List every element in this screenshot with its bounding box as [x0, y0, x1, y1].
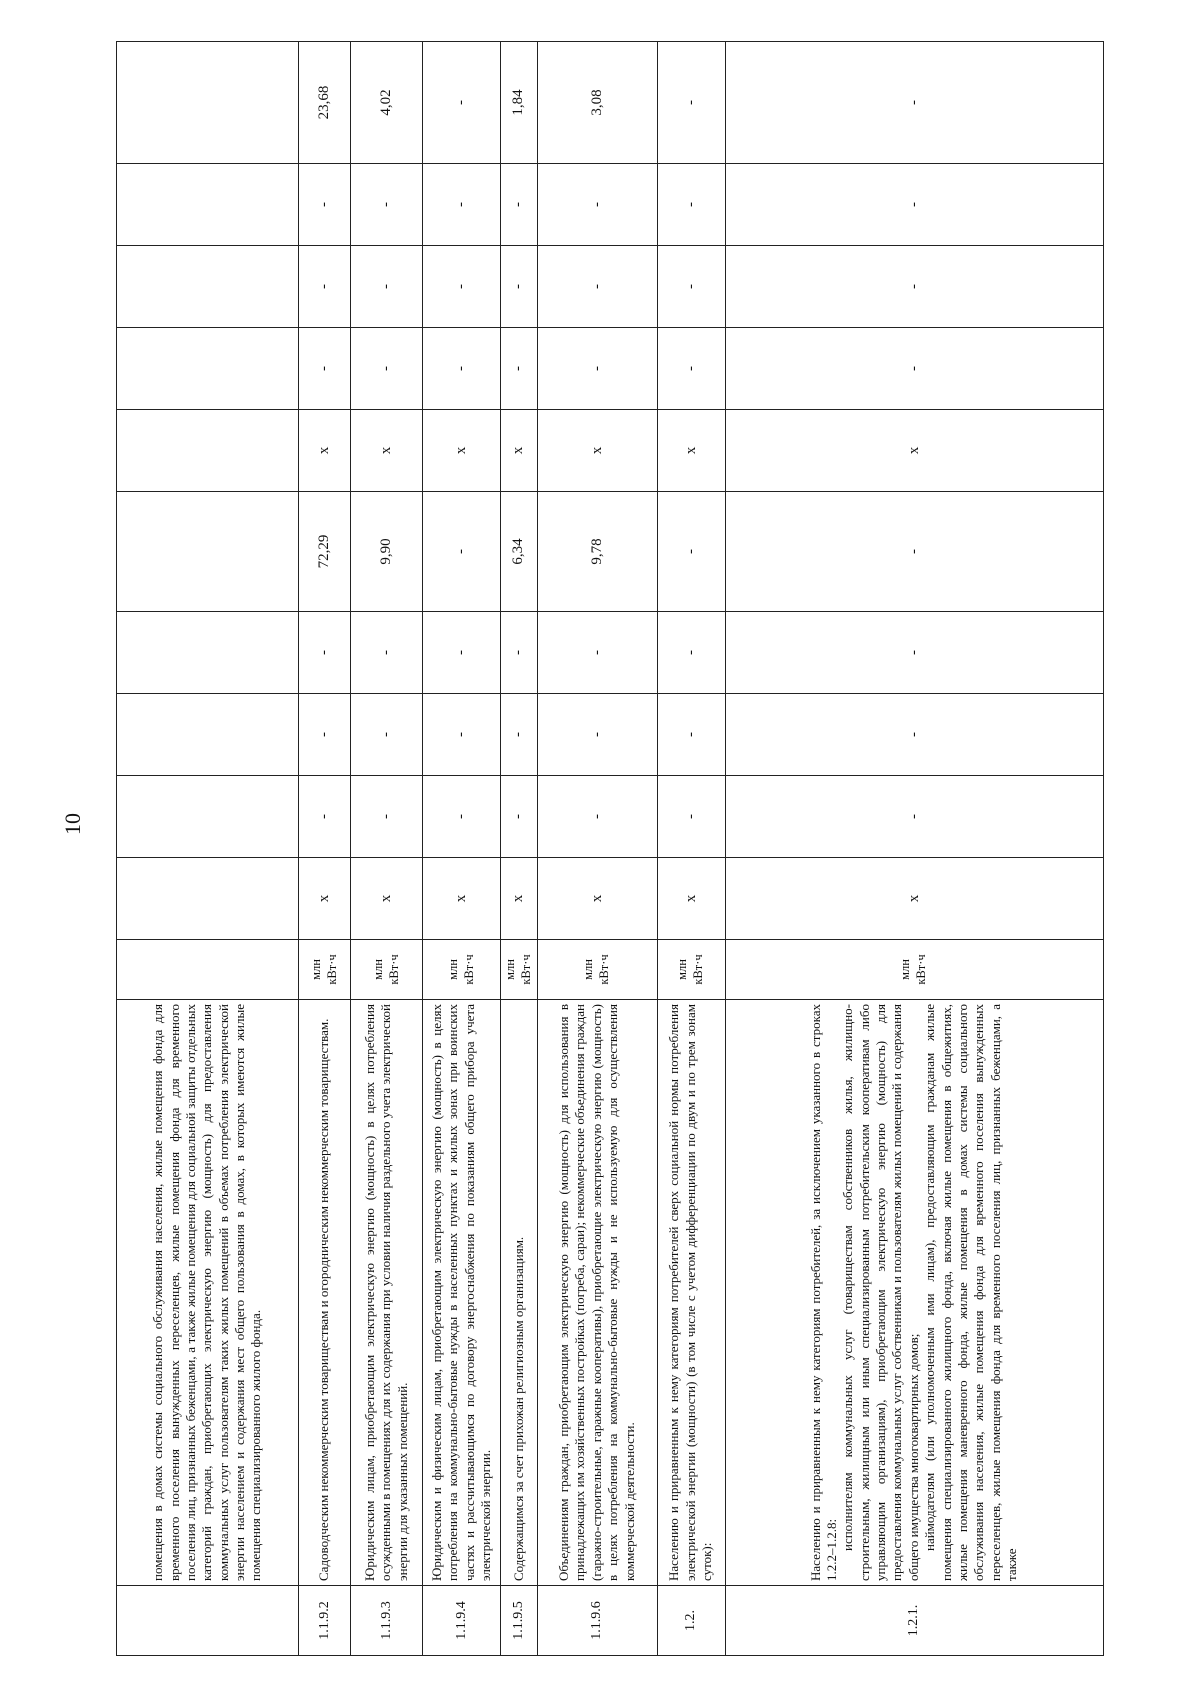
value-cell: [117, 612, 299, 694]
value-cell: -: [725, 42, 1103, 164]
value-cell: 9,90: [351, 492, 423, 612]
value-cell: -: [299, 612, 351, 694]
row-unit: млн кВт·ч: [423, 940, 501, 1000]
table-row: [501, 42, 538, 1656]
value-cell: 6,34: [501, 492, 538, 612]
value-cell: -: [537, 612, 657, 694]
tariff-table-rotated: [116, 42, 1100, 1656]
table-row: [423, 42, 501, 1656]
value-cell: -: [537, 246, 657, 328]
description-paragraph: исполнителям коммунальных услуг (товариществам собственников жилья, жилищно-строительным, жилищным или иным специализированным потребительским кооперативам либо управляющим организациям), приобретающим электрическую энергию (мощность) для предоставления коммунальных услуг собственникам и пользователям жилых помещений и содержания общего имущества многоквартирных домов;: [840, 1004, 921, 1581]
value-cell: -: [351, 694, 423, 776]
value-cell: -: [423, 492, 501, 612]
table-row: [725, 42, 1103, 1656]
value-cell: -: [725, 776, 1103, 858]
value-cell: 1,84: [501, 42, 538, 164]
value-cell: 9,78: [537, 492, 657, 612]
row-unit: млн кВт·ч: [299, 940, 351, 1000]
value-cell: 23,68: [299, 42, 351, 164]
value-cell: -: [501, 164, 538, 246]
table-row: [351, 42, 423, 1656]
value-cell: -: [657, 776, 725, 858]
value-cell: -: [351, 246, 423, 328]
tariff-table: [116, 41, 1104, 1656]
value-cell: -: [423, 776, 501, 858]
row-description: [725, 1000, 1103, 1586]
table-row: [117, 42, 299, 1656]
row-number: 1.1.9.5: [501, 1586, 538, 1656]
table-row: [537, 42, 657, 1656]
row-description: [537, 1000, 657, 1586]
row-unit: [117, 940, 299, 1000]
value-cell: x: [501, 858, 538, 940]
value-cell: -: [725, 612, 1103, 694]
row-number: 1.1.9.3: [351, 1586, 423, 1656]
value-cell: -: [299, 328, 351, 410]
description-paragraph: Садоводческим некоммерческим товариществам и огородническим некоммерческим товариществам.: [316, 1018, 332, 1581]
value-cell: -: [423, 694, 501, 776]
value-cell: -: [351, 164, 423, 246]
table-row: [299, 42, 351, 1656]
value-cell: x: [299, 858, 351, 940]
row-unit: млн кВт·ч: [501, 940, 538, 1000]
value-cell: [117, 42, 299, 164]
value-cell: [117, 246, 299, 328]
value-cell: x: [423, 858, 501, 940]
value-cell: x: [423, 410, 501, 492]
row-unit: млн кВт·ч: [725, 940, 1103, 1000]
value-cell: [117, 694, 299, 776]
value-cell: [117, 492, 299, 612]
table-row: [657, 42, 725, 1656]
description-paragraph: Населению и приравненным к нему категориям потребителей, за исключением указанного в строках 1.2.2–1.2.8:: [807, 1004, 839, 1581]
value-cell: -: [501, 694, 538, 776]
value-cell: -: [537, 328, 657, 410]
page-number: 10: [60, 813, 85, 835]
row-description: [423, 1000, 501, 1586]
value-cell: -: [537, 776, 657, 858]
value-cell: -: [725, 246, 1103, 328]
row-number: 1.2.1.: [725, 1586, 1103, 1656]
value-cell: 72,29: [299, 492, 351, 612]
value-cell: -: [725, 328, 1103, 410]
row-number: 1.1.9.4: [423, 1586, 501, 1656]
value-cell: [117, 328, 299, 410]
row-number: 1.1.9.6: [537, 1586, 657, 1656]
value-cell: -: [423, 164, 501, 246]
value-cell: x: [725, 858, 1103, 940]
value-cell: -: [299, 694, 351, 776]
value-cell: -: [657, 164, 725, 246]
value-cell: -: [423, 246, 501, 328]
value-cell: -: [501, 246, 538, 328]
value-cell: -: [501, 328, 538, 410]
description-paragraph: Населению и приравненным к нему категориям потребителей сверх социальной нормы потребления электрической энергии (мощности) (в том числе с учетом дифференциации по двум и по трем зонам суток):: [666, 1004, 715, 1581]
description-paragraph: наймодателям (или уполномоченным ими лицам), предоставляющим гражданам жилые помещения специализированного жилищного фонда, включая жилые помещения в общежитиях, жилые помещения маневренного фонда, жилые помещения в домах системы социального обслуживания населения, жилые помещения фонда для временного поселения вынужденных переселенцев, жилые помещения фонда для временного поселения лиц, признанных беженцами, а также: [922, 1004, 1020, 1581]
value-cell: -: [725, 694, 1103, 776]
value-cell: -: [501, 612, 538, 694]
description-paragraph: Содержащимся за счет прихожан религиозным организациям.: [510, 1236, 526, 1581]
description-paragraph: Объединениям граждан, приобретающим электрическую энергию (мощность) для использования в принадлежащих им хозяйственных постройках (погреба, сараи); некоммерческие объединения граждан (гаражно-строительные, гаражные кооперативы), приобретающие электрическую энергию (мощность) в целях потребления на коммунально-бытовые нужды и не используемую для осуществления коммерческой деятельности.: [556, 1004, 637, 1581]
value-cell: -: [725, 164, 1103, 246]
row-unit: млн кВт·ч: [537, 940, 657, 1000]
row-number: 1.1.9.2: [299, 1586, 351, 1656]
value-cell: -: [423, 42, 501, 164]
value-cell: x: [657, 858, 725, 940]
value-cell: -: [657, 694, 725, 776]
value-cell: -: [299, 246, 351, 328]
row-number: [117, 1586, 299, 1656]
value-cell: -: [657, 42, 725, 164]
value-cell: -: [299, 776, 351, 858]
value-cell: -: [423, 612, 501, 694]
value-cell: -: [657, 612, 725, 694]
row-unit: млн кВт·ч: [351, 940, 423, 1000]
value-cell: -: [351, 612, 423, 694]
description-paragraph: Юридическим и физическим лицам, приобретающим электрическую энергию (мощность) в целях потребления на коммунально-бытовые нужды в населенных пунктах и жилых зонах при воинских частях и рассчитывающимся по договору энергоснабжения по показаниям общего прибора учета электрической энергии.: [428, 1004, 493, 1581]
value-cell: -: [423, 328, 501, 410]
value-cell: -: [351, 776, 423, 858]
value-cell: 3,08: [537, 42, 657, 164]
row-description: [501, 1000, 538, 1586]
value-cell: 4,02: [351, 42, 423, 164]
value-cell: x: [501, 410, 538, 492]
value-cell: [117, 410, 299, 492]
row-number: 1.2.: [657, 1586, 725, 1656]
row-description: [299, 1000, 351, 1586]
value-cell: -: [657, 246, 725, 328]
value-cell: x: [351, 410, 423, 492]
value-cell: -: [501, 776, 538, 858]
row-description: [351, 1000, 423, 1586]
value-cell: -: [657, 328, 725, 410]
value-cell: -: [299, 164, 351, 246]
value-cell: x: [537, 858, 657, 940]
description-paragraph: помещения в домах системы социального обслуживания населения, жилые помещения фонда для временного поселения вынужденных переселенцев, жилые помещения фонда для временного поселения лиц, признанных беженцами, а также жилые помещения для социальной защиты отдельных категорий граждан, приобретающих электрическую энергию (мощность) для предоставления коммунальных услуг пользователям таких жилых помещений в объемах потребления электрической энергии населением и содержания мест общего пользования в домах, в которых имеются жилые помещения специализированного жилого фонда.: [150, 1004, 264, 1581]
row-description: [657, 1000, 725, 1586]
value-cell: [117, 858, 299, 940]
value-cell: -: [351, 328, 423, 410]
row-unit: млн кВт·ч: [657, 940, 725, 1000]
value-cell: x: [299, 410, 351, 492]
description-paragraph: Юридическим лицам, приобретающим электрическую энергию (мощность) в целях потребления осужденными в помещениях для их содержания при условии наличия раздельного учета электрической энергии для указанных помещений.: [361, 1004, 410, 1581]
value-cell: [117, 776, 299, 858]
value-cell: x: [351, 858, 423, 940]
value-cell: x: [537, 410, 657, 492]
value-cell: -: [537, 694, 657, 776]
value-cell: -: [725, 492, 1103, 612]
value-cell: [117, 164, 299, 246]
value-cell: x: [725, 410, 1103, 492]
value-cell: x: [657, 410, 725, 492]
value-cell: -: [537, 164, 657, 246]
row-description: [117, 1000, 299, 1586]
value-cell: -: [657, 492, 725, 612]
